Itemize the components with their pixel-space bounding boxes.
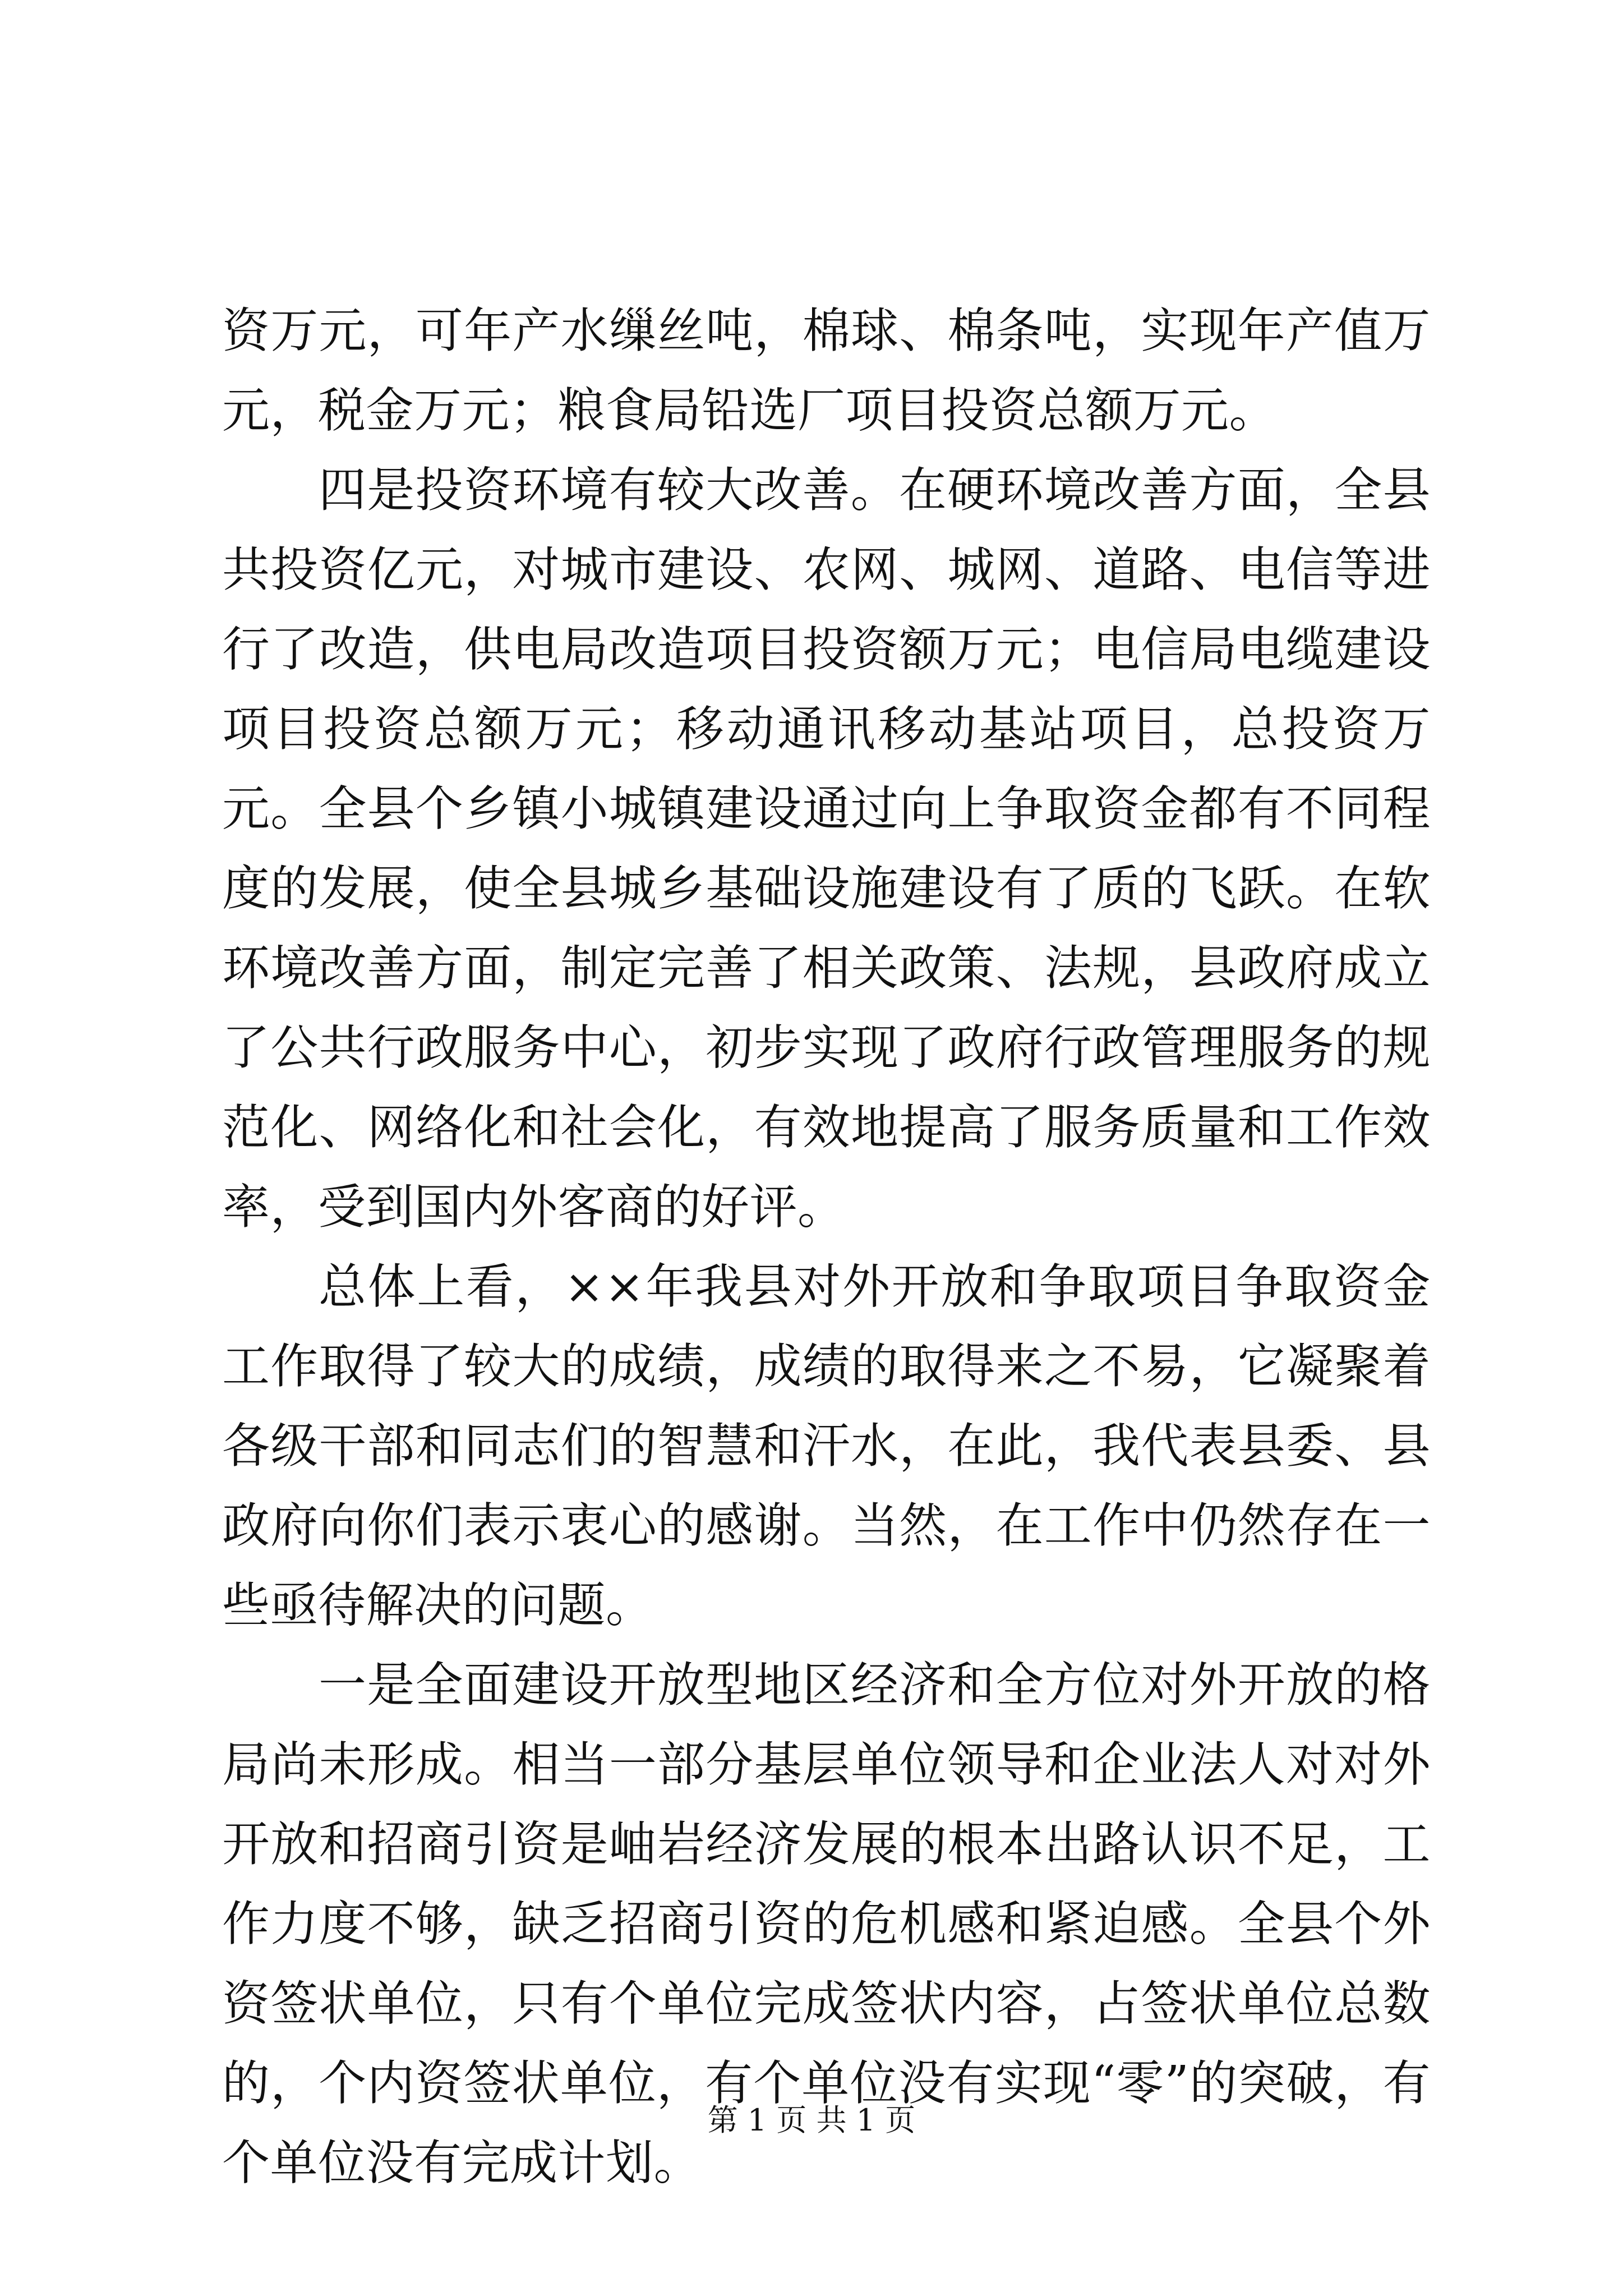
paragraph-4: 一是全面建设开放型地区经济和全方位对外开放的格局尚未形成。相当一部分基层单位领导和企业法人对对外开放和招商引资是岫岩经济发展的根本出路认识不足，工作力度不够，缺乏招商引资的危机感和紧迫感。全县个外资签状单位，只有个单位完成签状内容，占签状单位总数的，个内资签状单位，有个单位没有实现“零”的突破，有个单位没有完成计划。: [222, 1658, 1431, 2191]
page-number-footer: 第 1 页 共 1 页: [707, 2102, 916, 2138]
document-body: [222, 292, 1431, 2203]
paragraph-1: 资万元，可年产水缫丝吨，棉球、棉条吨，实现年产值万元，税金万元；粮食局铅选厂项目投资总额万元。: [222, 303, 1431, 439]
paragraph-3: 总体上看，××年我县对外开放和争取项目争取资金工作取得了较大的成绩，成绩的取得来之不易，它凝聚着各级干部和同志们的智慧和汗水，在此，我代表县委、县政府向你们表示衷心的感谢。当然，在工作中仍然存在一些亟待解决的问题。: [222, 1259, 1431, 1634]
paragraph-2: 四是投资环境有较大改善。在硬环境改善方面，全县共投资亿元，对城市建设、农网、城网、道路、电信等进行了改造，供电局改造项目投资额万元；电信局电缆建设项目投资总额万元；移动通讯移动基站项目，总投资万元。全县个乡镇小城镇建设通过向上争取资金都有不同程度的发展，使全县城乡基础设施建设有了质的飞跃。在软环境改善方面，制定完善了相关政策、法规，县政府成立了公共行政服务中心，初步实现了政府行政管理服务的规范化、网络化和社会化，有效地提高了服务质量和工作效率，受到国内外客商的好评。: [222, 463, 1431, 1235]
